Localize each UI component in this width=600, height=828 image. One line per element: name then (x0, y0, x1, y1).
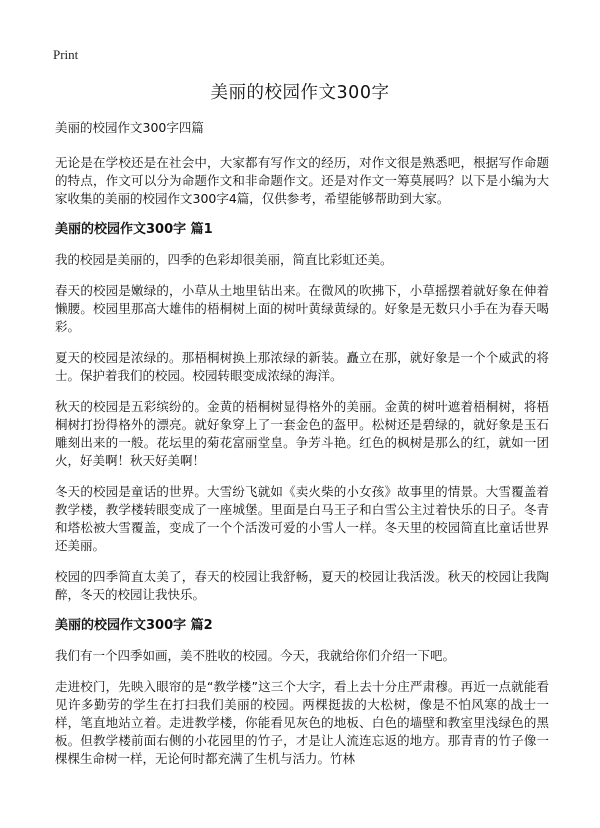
paragraph: 秋天的校园是五彩缤纷的。金黄的梧桐树显得格外的美丽。金黄的树叶遮着梧桐树，将梧桐树打扮得格外的漂亮。就好象穿上了一套金色的盔甲。松树还是碧绿的，就好象是玉石雕刻出来的一般。花坛里的菊花富丽堂皇。争芳斗艳。红色的枫树是那么的红，就如一团火，好美啊！秋天好美啊！ (55, 399, 549, 468)
paragraph: 我的校园是美丽的，四季的色彩却很美丽，简直比彩虹还美。 (55, 252, 393, 267)
section-heading: 美丽的校园作文300字 篇1 (55, 222, 213, 237)
paragraph: 我们有一个四季如画，美不胜收的校园。今天，我就给你们介绍一下吧。 (55, 648, 456, 663)
paragraph: 冬天的校园是童话的世界。大雪纷飞就如《卖火柴的小女孩》故事里的情景。大雪覆盖着教学楼，教学楼转眼变成了一座城堡。里面是白马王子和白雪公主过着快乐的日子。冬青和塔松被大雪覆盖，变成了一个个活泼可爱的小雪人一样。冬天里的校园简直比童话世界还美丽。 (55, 484, 549, 553)
paragraph: 春天的校园是嫩绿的，小草从土地里钻出来。在微风的吹拂下，小草摇摆着就好象在伸着懒腰。校园里那高大雄伟的梧桐树上面的树叶黄绿黄绿的。好象是无数只小手在为春天喝彩。 (55, 283, 549, 334)
article-body (55, 119, 549, 781)
paragraph: 夏天的校园是浓绿的。那梧桐树换上那浓绿的新装。矗立在那，就好象是一个个威武的将士。保护着我们的校园。校园转眼变成浓绿的海洋。 (55, 350, 549, 383)
intro-paragraph: 无论是在学校还是在社会中，大家都有写作文的经历，对作文很是熟悉吧，根据写作命题的特点，作文可以分为命题作文和非命题作文。还是对作文一筹莫展吗？以下是小编为大家收集的美丽的校园作文300字4篇，仅供参考，希望能够帮助到大家。 (55, 155, 549, 206)
page-title: 美丽的校园作文300字 (210, 83, 390, 103)
print-link[interactable]: Print (53, 47, 79, 62)
section-heading: 美丽的校园作文300字 篇2 (55, 618, 213, 633)
article-subtitle: 美丽的校园作文300字四篇 (55, 120, 204, 135)
paragraph: 校园的四季简直太美了，春天的校园让我舒畅，夏天的校园让我活泼。秋天的校园让我陶醉，冬天的校园让我快乐。 (55, 569, 549, 602)
paragraph: 走进校门，先映入眼帘的是“教学楼”这三个大字，看上去十分庄严肃穆。再近一点就能看见许多勤劳的学生在打扫我们美丽的校园。两棵挺拔的大松树，像是不怕风寒的战士一样，笔直地站立着。走进教学楼，你能看见灰色的地板、白色的墙壁和教室里浅绿色的黑板。但教学楼前面右侧的小花园里的竹子，才是让人流连忘返的地方。那青青的竹子像一棵棵生命树一样，无论何时都充满了生机与活力。竹林 (55, 679, 549, 766)
